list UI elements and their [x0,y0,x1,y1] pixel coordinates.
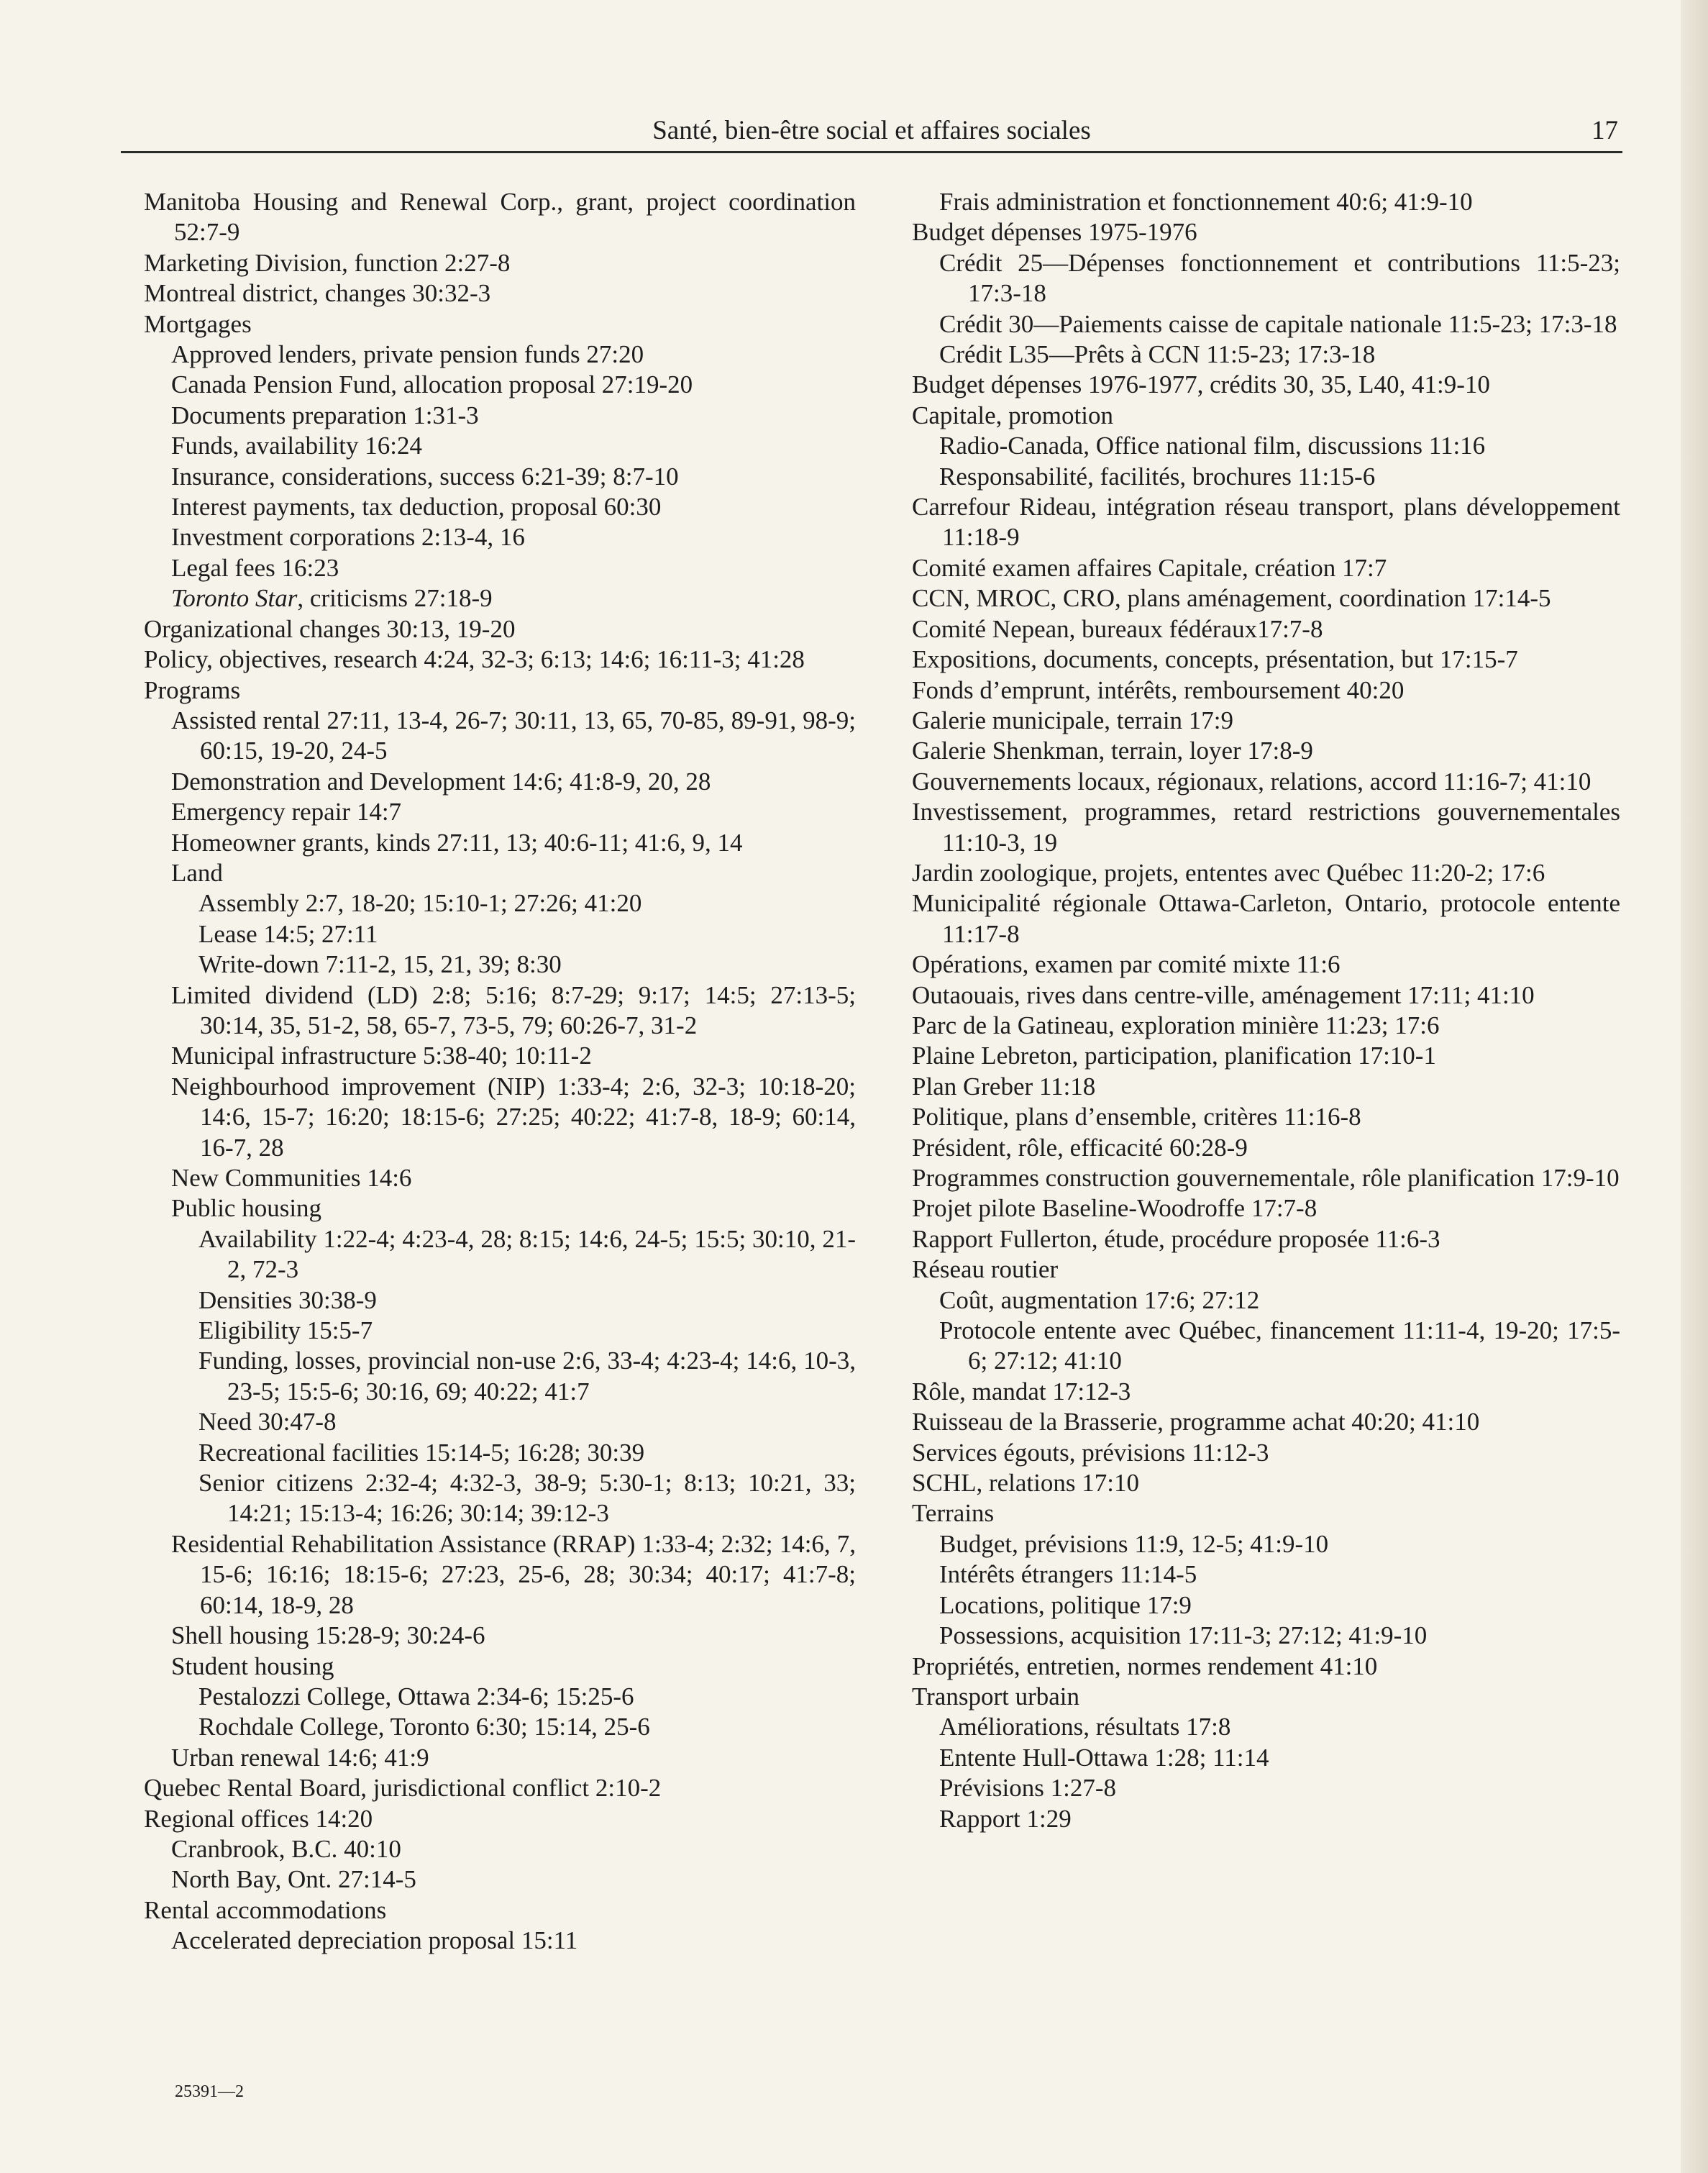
index-entry: Demonstration and Development 14:6; 41:8-9, 20, 28 [171,767,711,796]
index-entry: Comité Nepean, bureaux fédéraux17:7-8 [912,614,1323,643]
index-entry: Urban renewal 14:6; 41:9 [171,1743,429,1772]
index-entry: Student housing [171,1652,334,1680]
index-entry: Radio-Canada, Office national film, discussions 11:16 [939,432,1486,460]
index-entry: Limited dividend (LD) 2:8; 5:16; 8:7-29; 9:17; 14:5; 27:13-5; 30:14, 35, 51-2, 58, 65-7, 73-5, 79; 60:26-7, 31-2 [171,980,856,1039]
index-entry: Rochdale College, Toronto 6:30; 15:14, 25-6 [198,1713,650,1741]
index-entry: Residential Rehabilitation Assistance (RRAP) 1:33-4; 2:32; 14:6, 7, 15-6; 16:16; 18:15-6; 27:23, 25-6, 28; 30:34; 40:17; 41:7-8; 60:14, 18-9, 28 [171,1529,856,1619]
index-entry: North Bay, Ont. 27:14-5 [171,1865,416,1894]
index-entry: Transport urbain [912,1682,1080,1710]
index-entry: Funds, availability 16:24 [171,432,423,460]
index-column-left [144,187,856,1956]
index-entry: Documents preparation 1:31-3 [171,401,479,429]
index-entry: Rapport 1:29 [939,1804,1072,1833]
page-edge [1681,0,1708,2173]
index-entry: Policy, objectives, research 4:24, 32-3; 6:13; 14:6; 16:11-3; 41:28 [144,645,805,674]
index-entry: Neighbourhood improvement (NIP) 1:33-4; 2:6, 32-3; 10:18-20; 14:6, 15-7; 16:20; 18:15-6; 27:25; 40:22; 41:7-8, 18-9; 60:14, 16-7, 28 [171,1072,856,1162]
index-entry: Lease 14:5; 27:11 [198,919,378,948]
index-entry: Fonds d’emprunt, intérêts, remboursement 40:20 [912,675,1405,704]
index-entry: Services égouts, prévisions 11:12-3 [912,1438,1269,1467]
index-entry: Land [171,858,223,887]
index-entry: Recreational facilities 15:14-5; 16:28; 30:39 [198,1438,645,1467]
index-entry: Manitoba Housing and Renewal Corp., grant, project coordination 52:7-9 [144,188,856,247]
index-entry: Municipal infrastructure 5:38-40; 10:11-2 [171,1042,592,1070]
index-entry: Rental accommodations [144,1895,387,1924]
index-entry: Entente Hull-Ottawa 1:28; 11:14 [939,1743,1269,1772]
index-entry-italic: Toronto Star [171,584,298,613]
index-entry: SCHL, relations 17:10 [912,1469,1139,1498]
index-entry: Investissement, programmes, retard restrictions gouvernementales 11:10-3, 19 [912,798,1620,857]
index-entry: Pestalozzi College, Ottawa 2:34-6; 15:25-6 [198,1682,634,1710]
index-entry: Funding, losses, provincial non-use 2:6, 33-4; 4:23-4; 14:6, 10-3, 23-5; 15:5-6; 30:16, 69; 40:22; 41:7 [198,1347,856,1406]
index-entry: Plan Greber 11:18 [912,1072,1096,1101]
index-entry: Protocole entente avec Québec, financement 11:11-4, 19-20; 17:5-6; 27:12; 41:10 [939,1316,1620,1375]
index-entry: Mortgages [144,309,252,338]
index-entry: Carrefour Rideau, intégration réseau transport, plans développement 11:18-9 [912,493,1620,552]
index-entry: Organizational changes 30:13, 19-20 [144,614,516,643]
index-entry: Senior citizens 2:32-4; 4:32-3, 38-9; 5:30-1; 8:13; 10:21, 33; 14:21; 15:13-4; 16:26; 30:14; 39:12-3 [198,1469,856,1528]
index-entry: Shell housing 15:28-9; 30:24-6 [171,1621,485,1650]
index-entry: Prévisions 1:27-8 [939,1774,1116,1803]
index-entry: Jardin zoologique, projets, ententes avec Québec 11:20-2; 17:6 [912,858,1545,887]
index-entry: Cranbrook, B.C. 40:10 [171,1834,401,1863]
index-entry: Quebec Rental Board, jurisdictional conflict 2:10-2 [144,1774,662,1803]
index-entry: Rapport Fullerton, étude, procédure proposée 11:6-3 [912,1224,1440,1253]
index-entry: Marketing Division, function 2:27-8 [144,248,511,277]
index-entry: Budget dépenses 1975-1976 [912,218,1197,247]
index-entry: Intérêts étrangers 11:14-5 [939,1560,1197,1589]
index-entry: Ruisseau de la Brasserie, programme achat 40:20; 41:10 [912,1408,1480,1436]
index-entry: Rôle, mandat 17:12-3 [912,1377,1131,1406]
index-entry: Municipalité régionale Ottawa-Carleton, Ontario, protocole entente 11:17-8 [912,889,1620,948]
index-entry: Regional offices 14:20 [144,1804,373,1833]
index-entry: Galerie Shenkman, terrain, loyer 17:8-9 [912,737,1313,765]
index-entry: Crédit 25—Dépenses fonctionnement et contributions 11:5-23; 17:3-18 [939,248,1620,308]
index-entry: Densities 30:38-9 [198,1285,377,1314]
index-entry: Approved lenders, private pension funds 27:20 [171,340,644,369]
index-entry: Need 30:47-8 [198,1408,337,1436]
index-entry: Budget dépenses 1976-1977, crédits 30, 35, L40, 41:9-10 [912,370,1490,399]
index-entry: Comité examen affaires Capitale, création 17:7 [912,553,1387,582]
index-entry: Programmes construction gouvernementale, rôle planification 17:9-10 [912,1164,1620,1192]
index-entry: Expositions, documents, concepts, présentation, but 17:15-7 [912,645,1518,674]
index-entry: Améliorations, résultats 17:8 [939,1713,1231,1741]
index-entry: Homeowner grants, kinds 27:11, 13; 40:6-11; 41:6, 9, 14 [171,828,743,857]
index-entry: Président, rôle, efficacité 60:28-9 [912,1133,1248,1162]
index-entry: New Communities 14:6 [171,1164,412,1192]
index-entry: Réseau routier [912,1255,1059,1284]
index-entry: Politique, plans d’ensemble, critères 11:16-8 [912,1103,1361,1131]
index-entry: Projet pilote Baseline-Woodroffe 17:7-8 [912,1194,1317,1223]
index-entry: Locations, politique 17:9 [939,1590,1192,1619]
index-entry: Accelerated depreciation proposal 15:11 [171,1926,578,1955]
index-entry: Responsabilité, facilités, brochures 11:15-6 [939,462,1376,491]
page-number: 17 [1591,116,1618,145]
index-column-right [912,187,1620,1834]
index-entry: Frais administration et fonctionnement 40:6; 41:9-10 [939,188,1473,216]
header-title: Santé, bien-être social et affaires sociales [652,116,1091,145]
index-entry: Plaine Lebreton, participation, planification 17:10-1 [912,1042,1436,1070]
index-entry: Terrains [912,1499,995,1528]
index-entry: Eligibility 15:5-7 [198,1316,373,1345]
index-entry: Investment corporations 2:13-4, 16 [171,523,525,552]
index-entry: Budget, prévisions 11:9, 12-5; 41:9-10 [939,1529,1329,1558]
index-entry: Capitale, promotion [912,401,1113,429]
index-entry: Coût, augmentation 17:6; 27:12 [939,1285,1260,1314]
index-entry: Insurance, considerations, success 6:21-39; 8:7-10 [171,462,679,491]
index-entry [144,583,856,614]
index-entry: Programs [144,675,241,704]
index-entry: Gouvernements locaux, régionaux, relations, accord 11:16-7; 41:10 [912,767,1591,796]
index-entry: Galerie municipale, terrain 17:9 [912,706,1234,734]
index-entry: Emergency repair 14:7 [171,798,402,826]
index-entry: Montreal district, changes 30:32-3 [144,279,491,308]
index-entry: Interest payments, tax deduction, proposal 60:30 [171,493,662,521]
index-entry: Availability 1:22-4; 4:23-4, 28; 8:15; 14:6, 24-5; 15:5; 30:10, 21-2, 72-3 [198,1224,856,1284]
index-entry: Canada Pension Fund, allocation proposal 27:19-20 [171,370,693,399]
index-entry-rest: , criticisms 27:18-9 [297,584,493,613]
footer-code: 25391—2 [175,2082,244,2101]
index-entry: Public housing [171,1194,322,1223]
index-entry: Legal fees 16:23 [171,553,339,582]
index-entry: Parc de la Gatineau, exploration minière 11:23; 17:6 [912,1011,1440,1039]
index-entry: Propriétés, entretien, normes rendement 41:10 [912,1652,1378,1680]
index-entry: Crédit 30—Paiements caisse de capitale nationale 11:5-23; 17:3-18 [939,309,1617,338]
index-entry: Assembly 2:7, 18-20; 15:10-1; 27:26; 41:20 [198,889,642,918]
running-header [121,114,1622,153]
index-entry: Crédit L35—Prêts à CCN 11:5-23; 17:3-18 [939,340,1376,369]
index-entry: Assisted rental 27:11, 13-4, 26-7; 30:11, 13, 65, 70-85, 89-91, 98-9; 60:15, 19-20, 24-5 [171,706,856,765]
index-entry: Outaouais, rives dans centre-ville, aménagement 17:11; 41:10 [912,980,1535,1009]
index-entry: CCN, MROC, CRO, plans aménagement, coordination 17:14-5 [912,584,1551,613]
index-entry: Opérations, examen par comité mixte 11:6 [912,950,1341,979]
index-entry: Possessions, acquisition 17:11-3; 27:12; 41:9-10 [939,1621,1428,1650]
index-entry: Write-down 7:11-2, 15, 21, 39; 8:30 [198,950,562,979]
